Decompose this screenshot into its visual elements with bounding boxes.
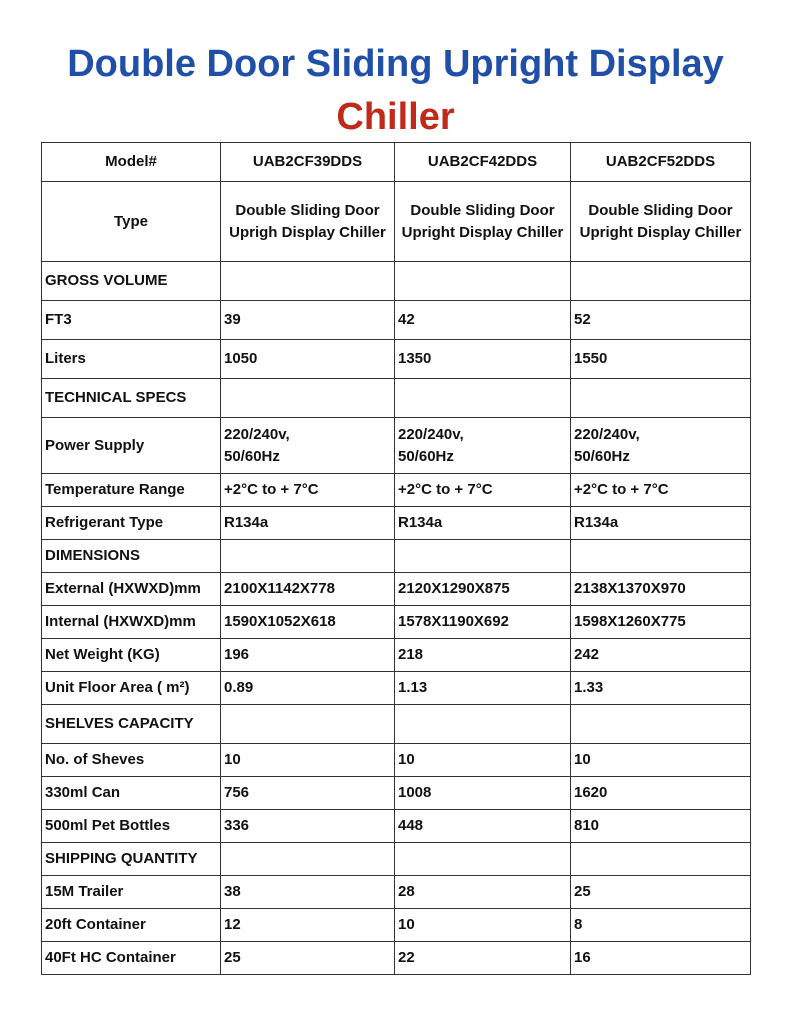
- row-label: GROSS VOLUME: [42, 262, 221, 301]
- row-value: 28: [395, 876, 571, 909]
- type-value: Double Sliding Door Upright Display Chiller: [571, 182, 751, 262]
- row-value: 52: [571, 301, 751, 340]
- row-value: [571, 262, 751, 301]
- row-value: 12: [221, 909, 395, 942]
- row-value: 756: [221, 777, 395, 810]
- row-value: 16: [571, 942, 751, 975]
- row-value: R134a: [571, 507, 751, 540]
- row-label: No. of Sheves: [42, 744, 221, 777]
- table-row: [42, 744, 751, 777]
- row-value: [221, 540, 395, 573]
- row-value: 242: [571, 639, 751, 672]
- row-value: +2°C to + 7°C: [221, 474, 395, 507]
- row-label: 40Ft HC Container: [42, 942, 221, 975]
- row-value: 10: [221, 744, 395, 777]
- row-value: 22: [395, 942, 571, 975]
- table-row: [42, 810, 751, 843]
- table-row: [42, 340, 751, 379]
- row-label: Net Weight (KG): [42, 639, 221, 672]
- row-label: 20ft Container: [42, 909, 221, 942]
- row-value: 218: [395, 639, 571, 672]
- row-value: [395, 540, 571, 573]
- row-value: 1578X1190X692: [395, 606, 571, 639]
- header-model: UAB2CF42DDS: [395, 143, 571, 182]
- row-value: [221, 843, 395, 876]
- row-value: [571, 843, 751, 876]
- row-value: [395, 379, 571, 418]
- table-row: [42, 672, 751, 705]
- row-value: 810: [571, 810, 751, 843]
- row-value: +2°C to + 7°C: [571, 474, 751, 507]
- row-label: 500ml Pet Bottles: [42, 810, 221, 843]
- row-value: [571, 379, 751, 418]
- header-label: Model#: [42, 143, 221, 182]
- row-value: 25: [571, 876, 751, 909]
- row-value: [221, 379, 395, 418]
- row-label: Unit Floor Area ( m²): [42, 672, 221, 705]
- row-value: 1590X1052X618: [221, 606, 395, 639]
- row-label: 330ml Can: [42, 777, 221, 810]
- table-row: [42, 942, 751, 975]
- row-value: 2138X1370X970: [571, 573, 751, 606]
- row-value: 39: [221, 301, 395, 340]
- table-row: [42, 573, 751, 606]
- row-value: 1620: [571, 777, 751, 810]
- row-value: 220/240v, 50/60Hz: [395, 418, 571, 474]
- row-value: 2100X1142X778: [221, 573, 395, 606]
- row-value: 448: [395, 810, 571, 843]
- row-value: 42: [395, 301, 571, 340]
- row-label: Temperature Range: [42, 474, 221, 507]
- row-label: Liters: [42, 340, 221, 379]
- row-value: 196: [221, 639, 395, 672]
- row-value: [571, 540, 751, 573]
- table-row: [42, 301, 751, 340]
- table-row: [42, 262, 751, 301]
- row-value: 1008: [395, 777, 571, 810]
- row-value: R134a: [395, 507, 571, 540]
- table-row: [42, 606, 751, 639]
- row-label: Internal (HXWXD)mm: [42, 606, 221, 639]
- header-model: UAB2CF52DDS: [571, 143, 751, 182]
- row-value: 336: [221, 810, 395, 843]
- row-value: 10: [395, 744, 571, 777]
- header-model: UAB2CF39DDS: [221, 143, 395, 182]
- row-value: 1550: [571, 340, 751, 379]
- row-value: [395, 843, 571, 876]
- table-row: [42, 843, 751, 876]
- row-value: 220/240v, 50/60Hz: [571, 418, 751, 474]
- row-label: External (HXWXD)mm: [42, 573, 221, 606]
- table-row: [42, 705, 751, 744]
- page-title-line1: Double Door Sliding Upright Display: [67, 43, 724, 85]
- row-label: Power Supply: [42, 418, 221, 474]
- row-value: [221, 705, 395, 744]
- row-value: 220/240v, 50/60Hz: [221, 418, 395, 474]
- type-label: Type: [42, 182, 221, 262]
- type-value: Double Sliding Door Upright Display Chiller: [395, 182, 571, 262]
- row-value: 1598X1260X775: [571, 606, 751, 639]
- row-label: FT3: [42, 301, 221, 340]
- row-label: DIMENSIONS: [42, 540, 221, 573]
- row-value: 2120X1290X875: [395, 573, 571, 606]
- row-value: 1.13: [395, 672, 571, 705]
- row-value: R134a: [221, 507, 395, 540]
- row-value: [395, 262, 571, 301]
- type-value: Double Sliding Door Uprigh Display Chiller: [221, 182, 395, 262]
- spec-table: [41, 142, 751, 975]
- row-label: Refrigerant Type: [42, 507, 221, 540]
- table-row: [42, 474, 751, 507]
- row-label: SHIPPING QUANTITY: [42, 843, 221, 876]
- row-value: 1.33: [571, 672, 751, 705]
- row-value: 0.89: [221, 672, 395, 705]
- table-row: [42, 876, 751, 909]
- table-row: [42, 540, 751, 573]
- row-value: 8: [571, 909, 751, 942]
- row-value: [221, 262, 395, 301]
- row-label: TECHNICAL SPECS: [42, 379, 221, 418]
- row-value: [571, 705, 751, 744]
- row-label: 15M Trailer: [42, 876, 221, 909]
- page-title-line2: Chiller: [336, 96, 455, 138]
- row-value: 1350: [395, 340, 571, 379]
- table-row: [42, 777, 751, 810]
- row-value: [395, 705, 571, 744]
- table-row: [42, 507, 751, 540]
- row-value: 38: [221, 876, 395, 909]
- header-row: [42, 143, 751, 182]
- table-row: [42, 639, 751, 672]
- table-row: [42, 379, 751, 418]
- row-value: 1050: [221, 340, 395, 379]
- row-value: 10: [571, 744, 751, 777]
- table-row: [42, 909, 751, 942]
- table-row: [42, 418, 751, 474]
- row-value: 10: [395, 909, 571, 942]
- row-value: +2°C to + 7°C: [395, 474, 571, 507]
- type-row: [42, 182, 751, 262]
- row-label: SHELVES CAPACITY: [42, 705, 221, 744]
- row-value: 25: [221, 942, 395, 975]
